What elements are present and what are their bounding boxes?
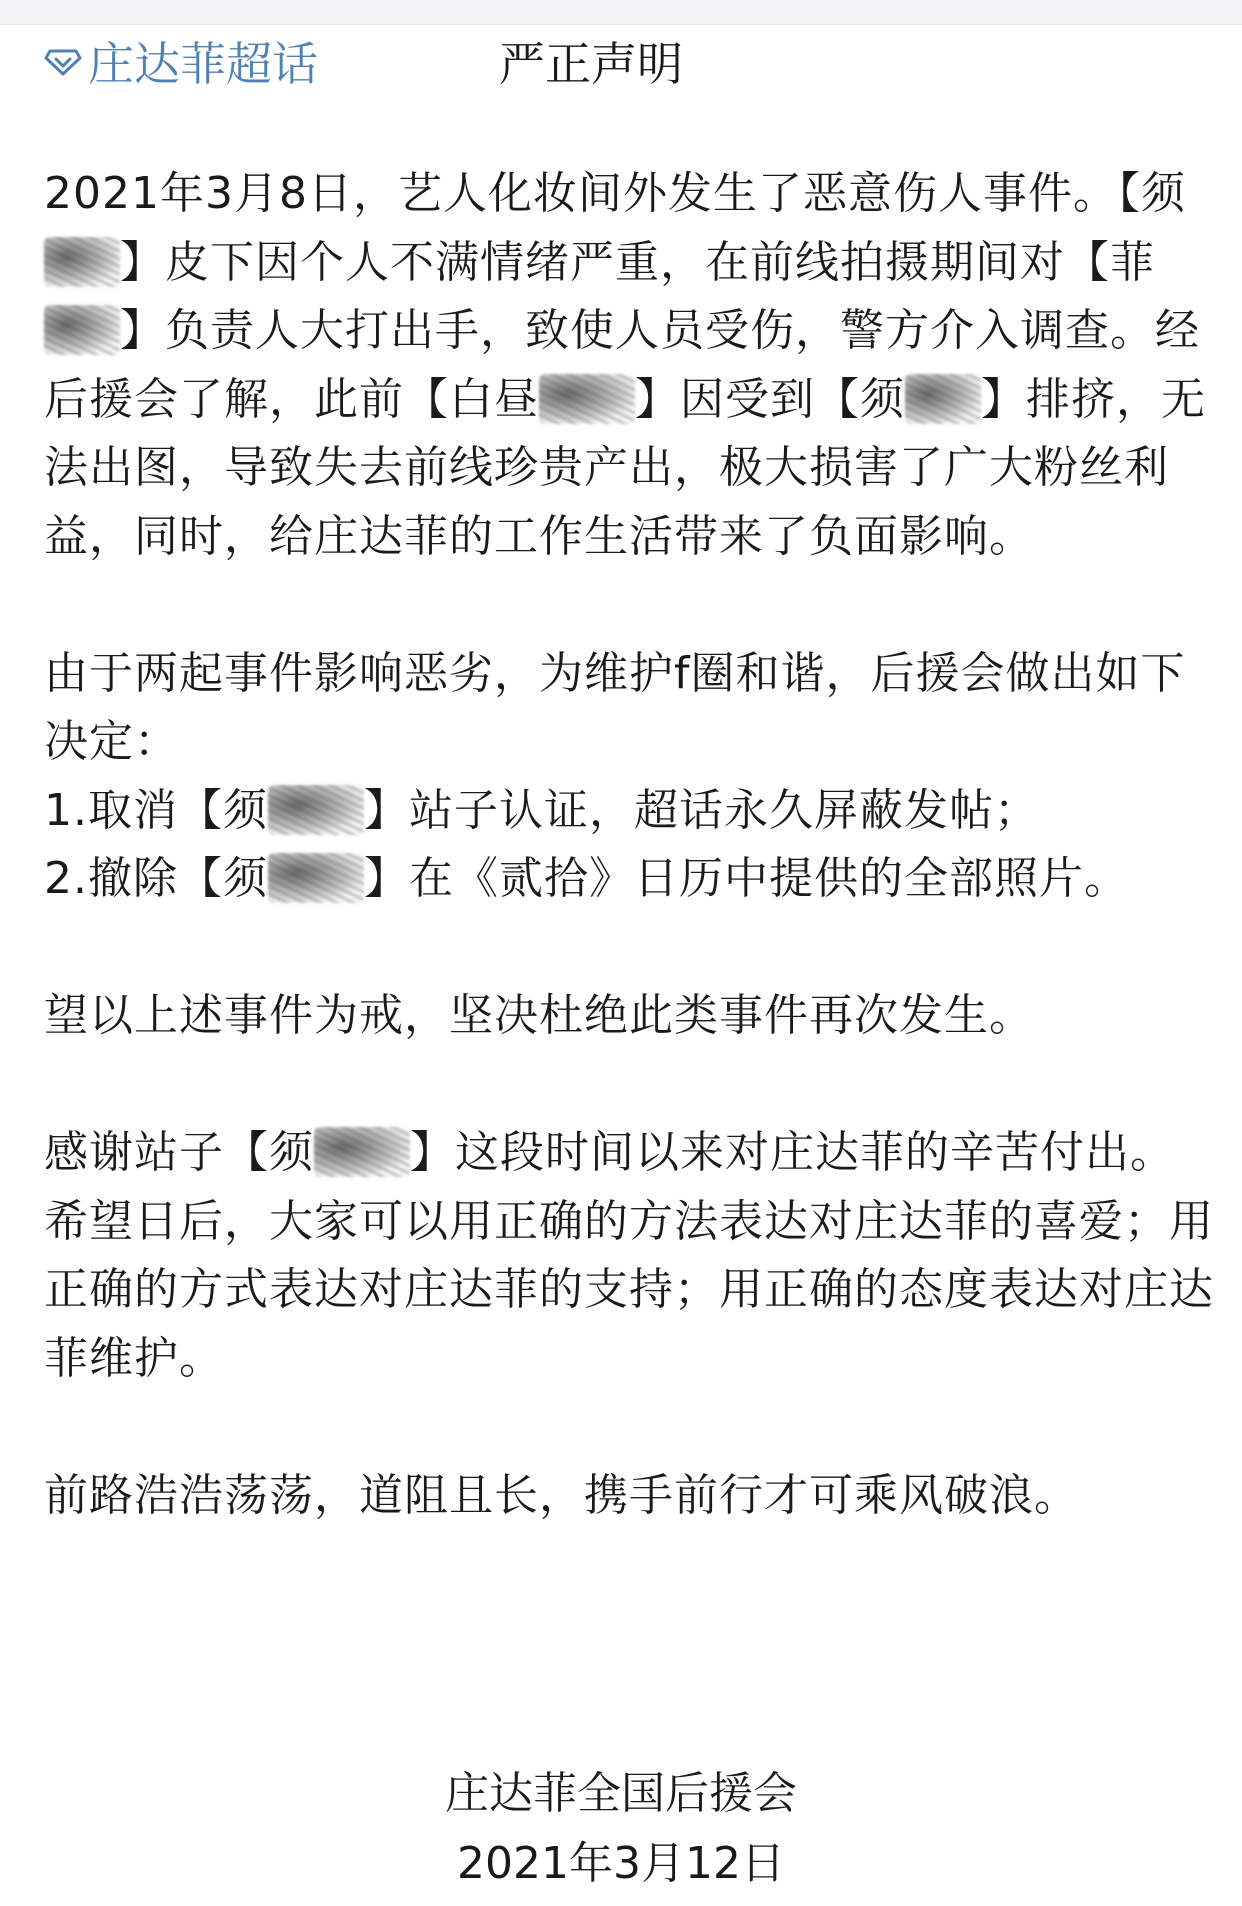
redacted-name [905,374,981,424]
decision-item-2 [44,845,1214,914]
redacted-name [314,1127,410,1177]
post-header [44,36,1204,96]
paragraph-warning: 望以上述事件为戒，坚决杜绝此类事件再次发生。 [44,990,1034,1041]
top-bar [0,0,1242,25]
paragraph-incident [44,160,1214,571]
incident-text-5: 】排挤，无法出图，导致失去前线珍贵产出，极大损害了广大粉丝利益，同时，给庄达菲的工作生活带来了负面影响。 [44,373,1206,562]
thanks-rest: 】这段时间以来对庄达菲的辛苦付出。 [410,1127,1175,1178]
redacted-name [268,853,364,903]
paragraph-closing: 前路浩浩荡荡，道阻且长，携手前行才可乘风破浪。 [44,1469,1079,1521]
redacted-name [268,785,364,835]
redacted-name [44,305,120,355]
incident-text-3: 】负责人大打出手，致使人员受伤，警方介入调查。经后援会了解，此前【白昼 [44,305,1200,425]
decision-item-2-text: 2.撤除【须 [44,853,268,904]
signature-organization: 庄达菲全国后援会 [445,1768,797,1819]
paragraph-thanks [44,1119,1214,1188]
decision-item-2-rest: 】在《贰拾》日历中提供的全部照片。 [363,853,1129,904]
signature-date: 2021年3月12日 [457,1838,785,1889]
diamond-icon [44,47,88,81]
incident-text-4: 】因受到【须 [635,373,905,425]
decision-item-1-text: 1.取消【须 [44,784,268,836]
statement-title: 严正声明 [499,37,683,91]
super-topic-label[interactable]: 庄达菲超话 [88,37,318,91]
incident-text-1: 2021年3月8日，艺人化妆间外发生了恶意伤人事件。【须 [44,168,1186,219]
super-topic-tag[interactable] [44,36,318,92]
paragraph-decision: 由于两起事件影响恶劣，为维护f圈和谐，后援会做出如下决定： [44,647,1186,767]
thanks-text: 感谢站子【须 [44,1127,314,1178]
redacted-name [44,237,120,287]
incident-text-2: 】皮下因个人不满情绪严重，在前线拍摄期间对【菲 [120,236,1155,288]
paragraph-hope: 希望日后，大家可以用正确的方法表达对庄达菲的喜爱；用正确的方式表达对庄达菲的支持；用正确的态度表达对庄达菲维护。 [44,1195,1214,1384]
decision-item-1 [44,777,1214,846]
decision-item-1-rest: 】站子认证，超话永久屏蔽发帖； [363,784,1039,836]
redacted-name [539,374,635,424]
statement-body [44,160,1214,1530]
